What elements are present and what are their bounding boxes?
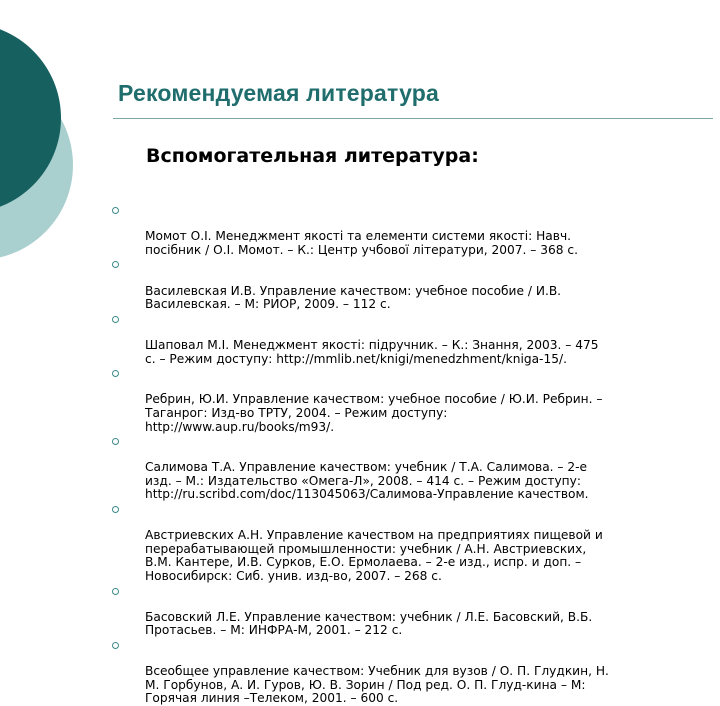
- list-item: [112, 434, 690, 502]
- reference-text: Всеобщее управление качеством: Учебник для вузов / О. П. Глудкин, Н. М. Горбунов, А. И. Гуров, Ю. В. Зорин / Под ред. О. П. Глуд-кина – М: Горячая линия –Телеком, 2001. – 600 с.: [145, 664, 609, 706]
- section-subtitle: Вспомогательная литература:: [146, 145, 479, 167]
- bullet-icon: [112, 506, 119, 513]
- reference-text: Салимова Т.А. Управление качеством: учебник / Т.А. Салимова. – 2-е изд. – М.: Издательство «Омега-Л», 2008. – 414 с. – Режим доступу: http://ru.scribd.com/doc/113045063/Салимова-Управление качеством.: [145, 460, 589, 502]
- reference-text: Шаповал М.І. Менеджмент якості: підручник. – К.: Знання, 2003. – 475 с. – Режим доступу: http://mmlib.net/knigi/menedzhment/kniga-15/.: [145, 337, 599, 366]
- list-item: [112, 502, 690, 584]
- page-title: Рекомендуемая литература: [118, 80, 439, 106]
- bullet-icon: [112, 261, 119, 268]
- bullet-icon: [112, 438, 119, 445]
- bullet-icon: [112, 370, 119, 377]
- list-item: [112, 366, 690, 434]
- bullet-icon: [112, 316, 119, 323]
- list-item: [112, 257, 690, 311]
- list-item: [112, 638, 690, 706]
- decorative-circles: [0, 0, 90, 270]
- reference-text: Басовский Л.Е. Управление качеством: учебник / Л.Е. Басовский, В.Б. Протасьев. – М: ИНФРА-М, 2001. – 212 с.: [145, 609, 593, 638]
- decorative-circles-graphic: [0, 0, 90, 270]
- reference-text: Австриевских А.Н. Управление качеством на предприятиях пищевой и перерабатывающей промышленности: учебник / А.Н. Австриевских, В.М. Кантере, И.В. Сурков, Е.О. Ермолаева. – 2-е изд., испр. и доп. – Новосибирск: Сиб. унив. изд-во, 2007. – 268 с.: [145, 528, 603, 584]
- bullet-icon: [112, 588, 119, 595]
- list-item: [112, 584, 690, 638]
- bullet-icon: [112, 207, 119, 214]
- reference-text: Момот О.І. Менеджмент якості та елементи системи якості: Навч. посібник / О.І. Момот. – К.: Центр учбової літератури, 2007. – 368 с.: [145, 229, 578, 257]
- list-item: [112, 203, 690, 257]
- reference-text: Ребрин, Ю.И. Управление качеством: учебное пособие / Ю.И. Ребрин. – Таганрог: Изд-во ТРТУ, 2004. – Режим доступу: http://www.aup.ru/books/m93/.: [145, 392, 603, 434]
- reference-list: [112, 203, 690, 706]
- bullet-icon: [112, 642, 119, 649]
- reference-text: Василевская И.В. Управление качеством: учебное пособие / И.В. Василевская. – М: РИОР, 2009. – 112 с.: [145, 283, 562, 312]
- title-divider: [113, 118, 713, 119]
- list-item: [112, 312, 690, 366]
